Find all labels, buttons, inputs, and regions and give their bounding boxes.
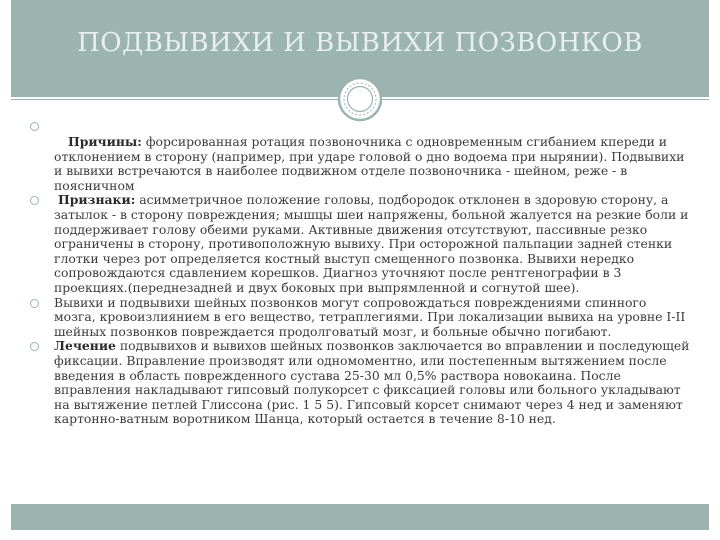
list-item-complications: [30, 296, 690, 340]
bullet-list: [30, 119, 690, 427]
treatment-text: подвывихов и вывихов шейных позвонков заключается во вправлении и последующей фиксации. Вправление производят или одномоментно, или постепенным вытяжением после введения в область поврежденного сустава 25-30 мл 0,5% раствора новокаина. После вправления накладывают гипсовый полукорсет с фиксацией головы или больного укладывают на вытяжение петлей Глиссона (рис. 1 5 5). Гипсовый корсет снимают через 4 нед и заменяют картонно-ватным воротником Шанца, который остается в течение 8-10 нед.: [54, 338, 690, 427]
list-item-empty: [30, 119, 690, 135]
signs-label: Признаки:: [58, 192, 136, 208]
bullet-dot-icon: [30, 342, 39, 351]
footer-band: [11, 504, 709, 530]
circle-ornament-icon: [337, 76, 383, 122]
bullet-dot-icon: [30, 299, 39, 308]
complications-text: Вывихи и подвывихи шейных позвонков могут сопровождаться повреждениями спинного мозга, кровоизлиянием в его вещество, тетраплегиями. При локализации вывиха на уровне I-II шейных позвонков повреждается продолговатый мозг, и больные обычно погибают.: [54, 294, 686, 339]
signs-text: асимметричное положение головы, подбородок отклонен в здоровую сторону, а затылок - в сторону повреждения; мышцы шеи напряжены, больной жалуется на резкие боли и поддерживает голову обеими руками. Активные движения отсутствуют, пассивные резко ограничены в сторону, противоположную вывиху. При осторожной пальпации задней стенки глотки через рот определяется костный выступ смещенного позвонка. Вывихи нередко сопровождаются сдавлением корешков. Диагноз уточняют после рентгенографии в 3 проекциях.(переднезадней и двух боковых при выпрямленной и согнутой шее).: [54, 192, 689, 295]
causes-text: форсированная ротация позвоночника с одновременным сгибанием кпереди и отклонением в сторону (например, при ударе головой о дно водоема при нырянии). Подвывихи и вывихи встречаются в наиболее подвижном отделе позвоночника - шейном, реже - в поясничном: [54, 134, 685, 193]
list-item-treatment: [30, 339, 690, 427]
slide-title: ПОДВЫВИХИ И ВЫВИХИ ПОЗВОНКОВ: [77, 28, 643, 58]
bullet-dot-icon: [30, 122, 39, 131]
causes-label: Причины:: [68, 134, 142, 149]
bullet-dot-icon: [30, 196, 39, 205]
list-item-causes: [30, 135, 690, 193]
list-item-signs: [30, 193, 690, 295]
treatment-label: Лечение: [54, 338, 116, 354]
